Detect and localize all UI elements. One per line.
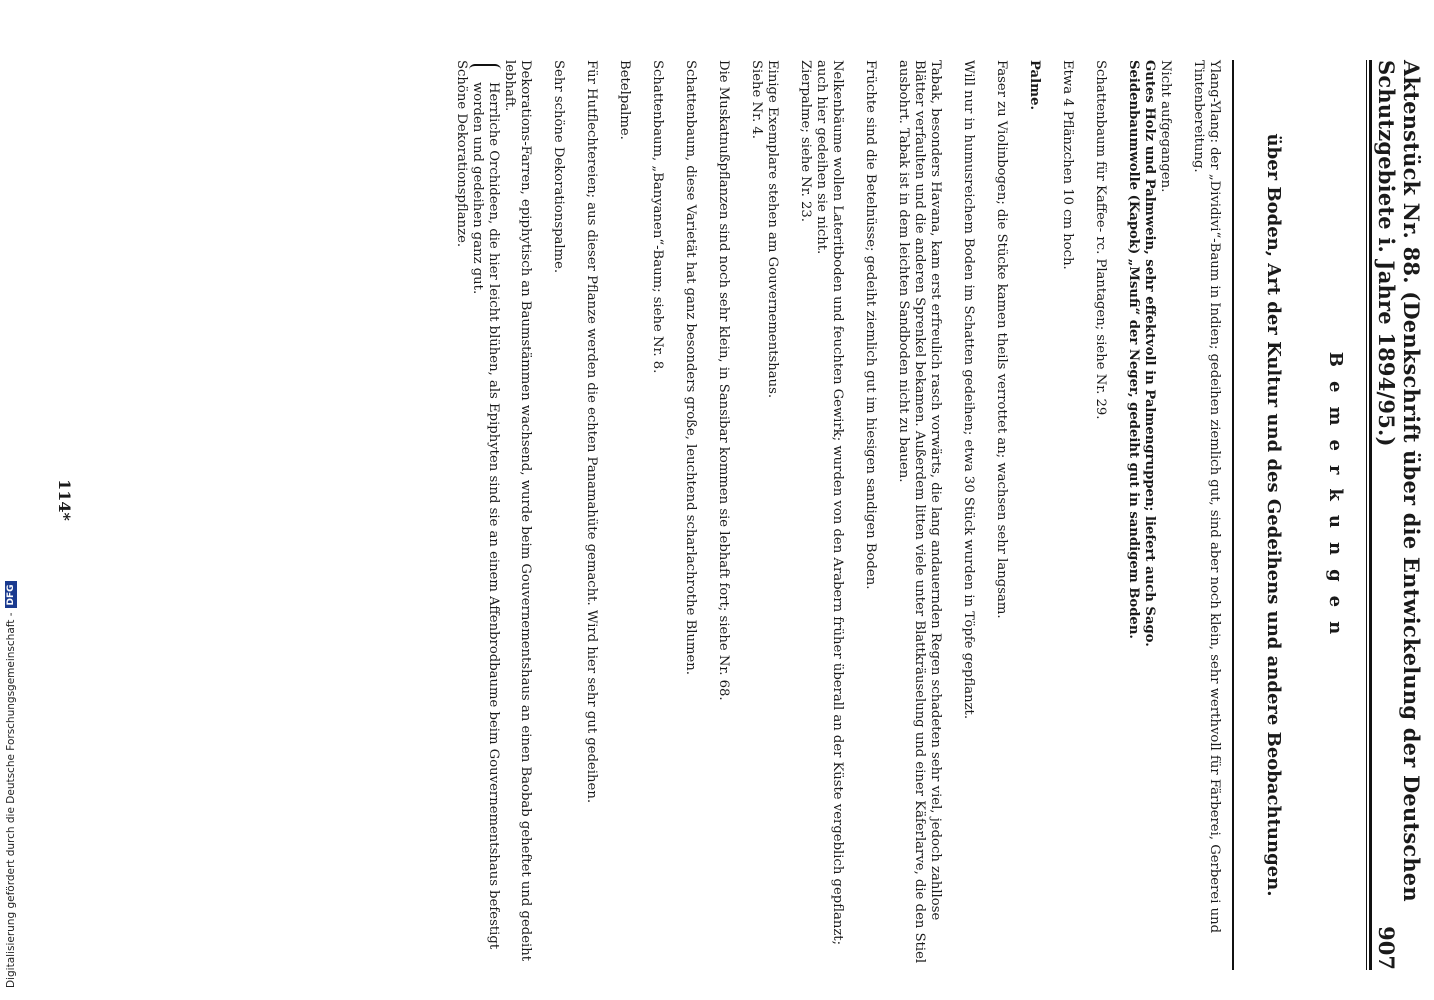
remark-entry: Einige Exemplare stehen am Gouvernementshaus. [765, 60, 780, 399]
remarks-list [453, 60, 1222, 970]
remark-entry: Nelkenbäume wollen Lateritboden und feuchten Gewirk; wurden von den Arabern früher überall an der Küste vergeblich gepflanzt; auch hier gedeihen sie nicht. [814, 60, 845, 946]
curly-brace [469, 64, 501, 74]
credit-text: Digitalisierung gefördert durch die Deutsche Forschungsgemeinschaft - [5, 612, 17, 988]
remark-entry: Gutes Holz und Palmwein, sehr effektvoll in Palmengruppen; liefert auch Sago. [1142, 60, 1157, 647]
remark-entry: Will nur in humusreichem Boden im Schatten gedeihen; etwa 30 Stück wurden in Töpfe gepflanzt. [961, 60, 976, 720]
remark-entry: Dekorations-Farren, epiphytisch an Baumstämmen wachsend, wurde beim Gouvernementshaus an einen Baobab geheftet und gedeiht lebhaft. [502, 60, 533, 962]
page-mark: 114* [55, 479, 74, 521]
remark-entry: Die Muskatnußpflanzen sind noch sehr klein, in Sansibar kommen sie lebhaft fort; siehe Nr. 68. [716, 60, 731, 701]
remark-entry: Betelpalme. [617, 60, 632, 140]
remark-entry: Siehe Nr. 4. [749, 60, 764, 139]
digitization-credit [0, 0, 22, 1000]
remark-entry: Faser zu Violinbogen; die Stücke kamen theils verrottet an; wachsen sehr langsam. [994, 60, 1009, 619]
remark-entry: Schöne Dekorationspflanze. [454, 60, 469, 248]
remark-entry: Palme. [1027, 60, 1042, 111]
remark-entry: Schattenbaum, „Banyanen“-Baum; siehe Nr. 8. [650, 60, 665, 374]
dfg-logo: DFG [5, 581, 17, 608]
section-rule [1232, 60, 1234, 970]
remark-entry: Herrliche Orchideen, die hier leicht blühen, als Epiphyten sind sie an einem Affenbrodbaume beim Gouvernementshaus befestigt worden und gedeihen ganz gut. [470, 82, 501, 950]
remark-entry: Zierpalme; siehe Nr. 23. [798, 60, 813, 222]
remark-entry: Sehr schöne Dekorationspalme. [551, 60, 566, 274]
header-rule-thin [1366, 60, 1367, 970]
remark-entry: Seidenbaumwolle (Kapok) „Msufi“ der Neger, gedeiht gut in sandigem Boden. [1126, 60, 1141, 640]
document-title: Aktenstück Nr. 88. (Denkschrift über die Entwickelung der Deutschen Schutzgebiete i. Jahre 1894/95.) [1374, 60, 1424, 902]
page-number: 907 [1374, 926, 1399, 970]
bracketed-entry [469, 60, 501, 970]
remark-entry: Schattenbaum, diese Varietät hat ganz besonders große, leuchtend scharlachrothe Blumen. [683, 60, 698, 675]
remark-entry: Für Hutflechtereien; aus dieser Pflanze werden die echten Panamahüte gemacht. Wird hier sehr gut gedeihen. [584, 60, 599, 804]
header-rule-thick [1369, 60, 1372, 970]
remark-entry: Nicht aufgegangen. [1158, 60, 1173, 193]
page-header [1374, 60, 1424, 970]
section-subheading: über Boden, Art der Kultur und des Gedeihens und andere Beobachtungen. [1263, 133, 1284, 897]
remark-entry: Tabak, besonders Havana, kam erst erfreulich rasch vorwärts, die lang andauernden Regen schadeten sehr viel, jedoch zahllose Blätter verfaulten und die anderen Sprenkel bekamen. Außerdem litten viele unter Blattkräuselung und einer Käferlarve, die den Stiel ausbohrt. Tabak ist in dem leichten Sandboden nicht zu bauen. [896, 60, 943, 964]
remark-entry: Ylang-Ylang: der „Dividivi“-Baum in Indien; gedeihen ziemlich gut, sind aber noch klein, sehr werthvoll für Färberei, Gerberei und Tintenbereitung. [1191, 60, 1222, 934]
remark-entry: Etwa 4 Pflänzchen 10 cm hoch. [1060, 60, 1075, 270]
remark-entry: Früchte sind die Betelnüsse; gedeiht ziemlich gut im hiesigen sandigen Boden. [863, 60, 878, 590]
remark-entry: Schattenbaum für Kaffee- rc. Plantagen; siehe Nr. 29. [1093, 60, 1108, 420]
section-heading: Bemerkungen [1325, 351, 1346, 649]
